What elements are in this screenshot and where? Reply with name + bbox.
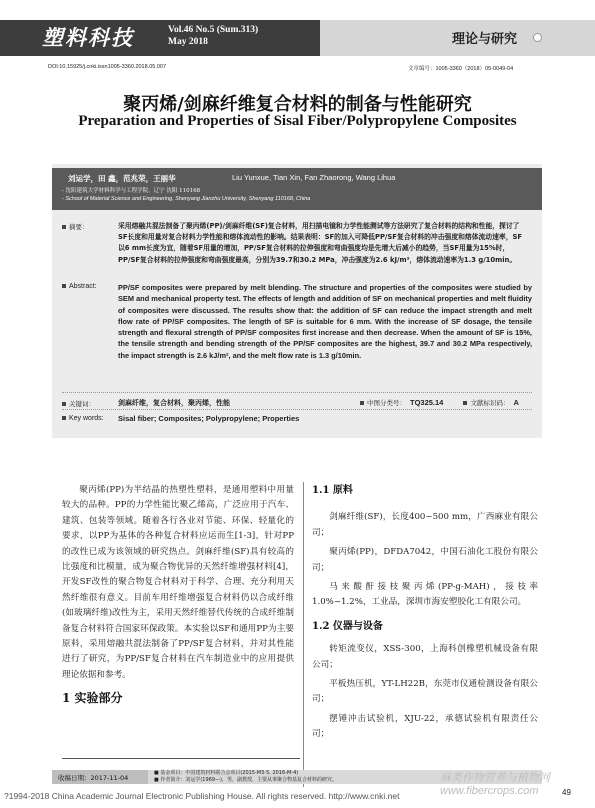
column-divider — [303, 482, 304, 787]
keywords-cn-label: 关键词： — [62, 399, 95, 408]
section-title: 理论与研究 — [452, 32, 518, 47]
article-number: 文章编号：1005-3360（2018）05-0049-04 — [408, 66, 514, 72]
abstract-english: PP/SF composites were prepared by melt blending. The structure and properties of the composites were studied by SEM and mechanical property test. The effects of length and addition of SF on mechanical properties and melt fluidity of composites were discussed. The results show that: the addition of SF can reduce the impact strength and melt flow rate of PP/SF composites. The length of SF is suitable for 6 mm. With the increase of SF dosage, the tensile strength and flexural strength of PP/SF composites first increase and then decrease. When the amount of SF is 15%, the tensile strength and bending strength of the PP/SF composites are the highest, 39.7 and 30.2 MPa respectively, the impact strength is 2.6 kJ/m², and the melt flow rate is 1.3 g/10min. — [118, 283, 532, 360]
fund-info — [154, 770, 337, 784]
bullet-icon — [62, 416, 66, 420]
keyword-divider — [62, 409, 532, 411]
issue-date: May 2018 — [168, 37, 208, 47]
volume-line: Vol.46 No.5 (Sum.313) — [168, 25, 259, 35]
author-bio: ■ 作者简介：刘运学(1969—)，男，副教授，主要从事聚合物基复合材料的研究。 — [154, 777, 337, 783]
material-item: 聚丙烯(PP)，DFDA7042，中国石油化工股份有限公司； — [312, 547, 538, 573]
equipment-item: 转矩流变仪，XSS-300，上海科创橡塑机械设备有限公司； — [312, 644, 538, 670]
abstract-chinese: 采用熔融共混法制备了聚丙烯(PP)/剑麻纤维(SF)复合材料，用扫描电镜和力学性能测试等方法研究了复合材料的结构和性能，探讨了SF长度和用量对复合材料力学性能和熔体流动性的影响。结果表明：SF的加入可降低PP/SF复合材料的冲击强度和熔体流动速率，SF以6 mm长度为宜，随着SF用量的增加，PP/SF复合材料的拉伸强度和弯曲强度均是先增大后减小的趋势，当SF用量为15%时，PP/SF复合材料的拉伸强度和弯曲强度最高，分别为39.7和30.2 MPa，冲击强度为2.6 kJ/m²，熔体流动速率为1.3 g/10min。 — [118, 222, 523, 264]
classification-info: 中图分类号： TQ325.14 文献标识码： A — [360, 398, 519, 407]
journal-name: 塑料科技 — [42, 25, 134, 50]
material-item: 剑麻纤维(SF)，长度400~500 mm，广西麻业有限公司； — [312, 512, 538, 538]
received-date: 收稿日期：2017-11-04 — [58, 774, 129, 782]
affiliation-english: - School of Material Science and Engineering, Shenyang Jianzhu University, Shenyang 110168, China — [62, 196, 311, 202]
page-number: 49 — [562, 788, 571, 797]
equipment-item: 摆锤冲击试验机，XJU-22，承德试验机有限责任公司； — [312, 713, 538, 740]
subsection-heading: 1.1 原料 — [312, 485, 353, 496]
fund-line: ■ 基金项目：中国建筑材料联合会项目(2015-M3-5, 2016-M-4) — [154, 770, 299, 776]
doi: DOI:10.15925/j.cnki.issn1005-3360.2018.05.007 — [48, 64, 167, 70]
bullet-icon — [463, 401, 467, 405]
volume-info — [168, 24, 258, 48]
bullet-icon — [360, 401, 364, 405]
document-code: A — [513, 398, 519, 407]
affiliation-chinese: - 沈阳建筑大学材料科学与工程学院，辽宁 沈阳 110168 — [62, 188, 201, 194]
keywords-english: Sisal fiber; Composites; Polypropylene; Properties — [118, 414, 300, 423]
authors-chinese: 刘运学，田 鑫，范兆荣，王丽华 — [68, 174, 176, 183]
bullet-icon — [62, 225, 66, 229]
copyright-line: ?1994-2018 China Academic Journal Electronic Publishing House. All rights reserved. http://www.cnki.net — [4, 791, 400, 801]
authors-english: Liu Yunxue, Tian Xin, Fan Zhaorong, Wang Lihua — [232, 173, 396, 182]
subsection-heading: 1.2 仪器与设备 — [312, 620, 383, 632]
clc-number: TQ325.14 — [410, 398, 444, 407]
section-rule — [62, 758, 300, 759]
intro-paragraph: 聚丙烯(PP)为半结晶的热塑性塑料，是通用塑料中用量较大的品种。PP的力学性能比聚乙烯高，广泛应用于汽车、建筑、包装等领域。随着各行各业对节能、环保、轻量化的要求，以PP为基体的各种复合材料应运而生[1-3]，针对PP的改性已成为该领域的研究热点。剑麻纤维(SF)具有较高的比强度和比模量，成为聚合物优异的天然纤维增强材料[4]，开发SF改性的聚合物复合材料对于科学、合理、充分利用天然纤维很有意义。目前车用纤维增强复合材料仍以合成纤维(如玻璃纤维)改性为主，采用天然纤维替代传统的合成纤维制备复合材料符合国家环保政策。本实验以SF和通用PP为主要原料，采用熔融共混法制备了PP/SF复合材料，并对其性能进行了研究，为PP/SF复合材料在汽车制造业中的应用提供理论依据和参考。 — [62, 485, 294, 680]
abstract-en-label: Abstract: — [62, 283, 97, 290]
watermark: 麻类作物营养与植物网 www.fibercrops.com — [440, 772, 550, 797]
bullet-icon — [62, 284, 66, 288]
bullet-icon — [62, 402, 66, 406]
body-right-column — [312, 483, 538, 747]
title-english: Preparation and Properties of Sisal Fiber/Polypropylene Composites — [78, 113, 517, 129]
title-chinese: 聚丙烯/剑麻纤维复合材料的制备与性能研究 — [123, 94, 472, 115]
material-item: 马来酸酐接枝聚丙烯(PP-g-MAH)，接枝率1.0%~1.2%，工业品，深圳市海安塑胶化工有限公司。 — [312, 582, 538, 608]
keyword-divider — [62, 392, 532, 394]
keywords-chinese: 剑麻纤维，复合材料，聚丙烯，性能 — [118, 398, 230, 407]
body-left-column — [62, 483, 294, 707]
section-heading: 1 实验部分 — [62, 691, 123, 706]
abstract-cn-label: 摘要： — [62, 222, 89, 231]
section-dot-icon — [533, 33, 542, 42]
keywords-en-label: Key words: — [62, 415, 104, 422]
equipment-item: 平板热压机，YT-LH22B，东莞市仪通检测设备有限公司； — [312, 679, 538, 705]
